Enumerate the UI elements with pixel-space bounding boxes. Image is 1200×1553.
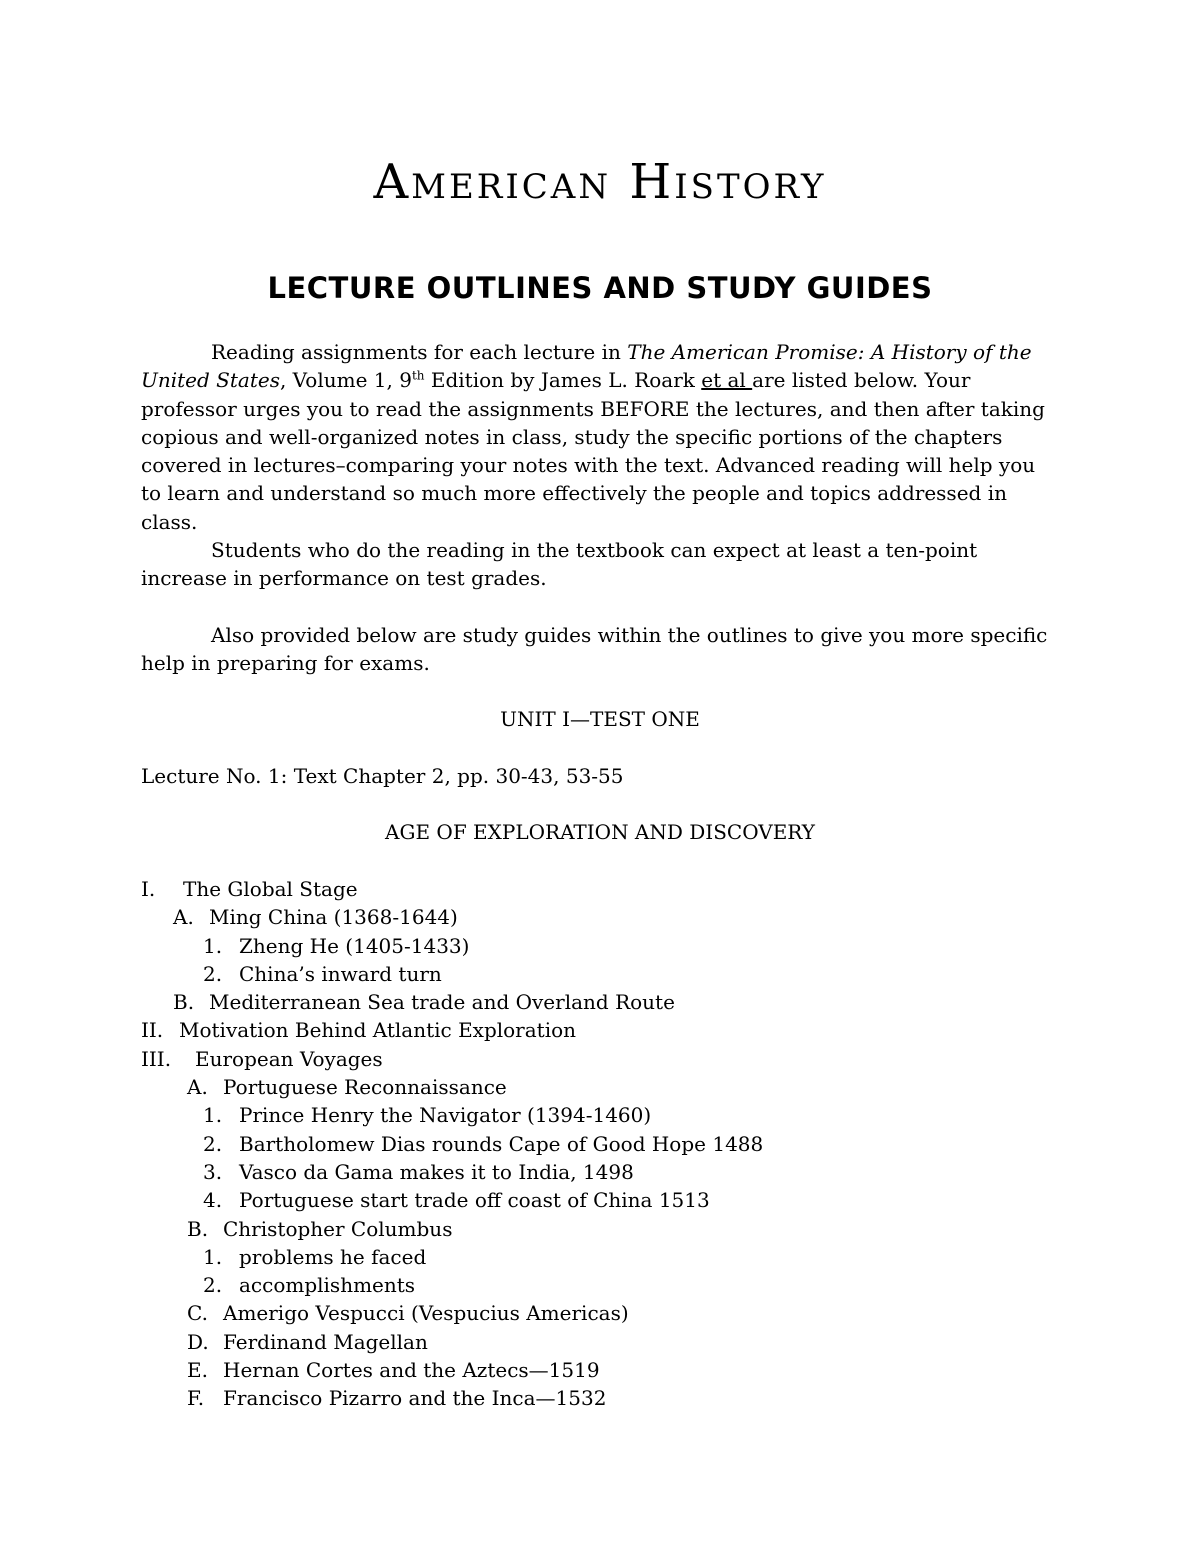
document-title: American History xyxy=(373,154,827,210)
document-subtitle: LECTURE OUTLINES AND STUDY GUIDES xyxy=(267,271,933,305)
outline-item: 2. Bartholomew Dias rounds Cape of Good Hope 1488 xyxy=(203,1131,764,1156)
intro-paragraph-3-block xyxy=(141,621,1061,678)
outline-item: 3. Vasco da Gama makes it to India, 1498 xyxy=(203,1159,634,1184)
intro-paragraph-3: Also provided below are study guides within the outlines to give you more specific help in preparing for exams. xyxy=(141,623,1048,676)
edition-superscript: th xyxy=(411,368,425,383)
lecture-title: AGE OF EXPLORATION AND DISCOVERY xyxy=(385,820,815,844)
unit-heading: UNIT I—TEST ONE xyxy=(500,707,700,731)
outline-item: D. Ferdinand Magellan xyxy=(187,1329,428,1354)
outline-item: 2. China’s inward turn xyxy=(203,961,442,986)
outline-item: 1. Zheng He (1405-1433) xyxy=(203,933,470,958)
intro-paragraph-2: Students who do the reading in the textbook can expect at least a ten-point increase in performance on test grades. xyxy=(141,538,978,591)
outline-item: I. The Global Stage xyxy=(141,877,358,901)
intro-paragraph-1: Reading assignments for each lecture in The American Promise: A History of the United States, Volume 1, 9th Edition by James L. Roark et al are listed below. Your professor urges you to read the assignments BEFORE the lectures, and then after taking copious and well-organized notes in class, study the specific portions of the chapters covered in lectures–comparing your notes with the text. Advanced reading will help you to learn and understand so much more effectively the people and topics addressed in class. xyxy=(141,340,1045,534)
lecture-reference: Lecture No. 1: Text Chapter 2, pp. 30-43, 53-55 xyxy=(141,764,624,788)
outline-item: A. Portuguese Reconnaissance xyxy=(187,1075,507,1100)
outline-item: III. European Voyages xyxy=(141,1046,383,1071)
lecture-outline xyxy=(141,875,1041,1413)
outline-item: E. Hernan Cortes and the Aztecs—1519 xyxy=(187,1358,600,1383)
outline-item: II. Motivation Behind Atlantic Exploration xyxy=(141,1018,577,1043)
outline-item: 4. Portuguese start trade off coast of China 1513 xyxy=(203,1188,710,1213)
book-title: The American Promise: A History of the United States xyxy=(141,340,1032,393)
outline-item: B. Christopher Columbus xyxy=(187,1216,453,1241)
outline-item: 2. accomplishments xyxy=(203,1273,416,1298)
outline-item: B. Mediterranean Sea trade and Overland Route xyxy=(173,990,675,1015)
et-al: et al xyxy=(701,368,753,393)
outline-item: 1. Prince Henry the Navigator (1394-1460) xyxy=(203,1103,652,1128)
outline-item: F. Francisco Pizarro and the Inca—1532 xyxy=(187,1386,607,1411)
outline-item: 1. problems he faced xyxy=(203,1244,427,1269)
outline-item: C. Amerigo Vespucci (Vespucius Americas) xyxy=(187,1301,629,1326)
intro-section xyxy=(141,338,1061,593)
outline-item: A. Ming China (1368-1644) xyxy=(173,905,458,930)
